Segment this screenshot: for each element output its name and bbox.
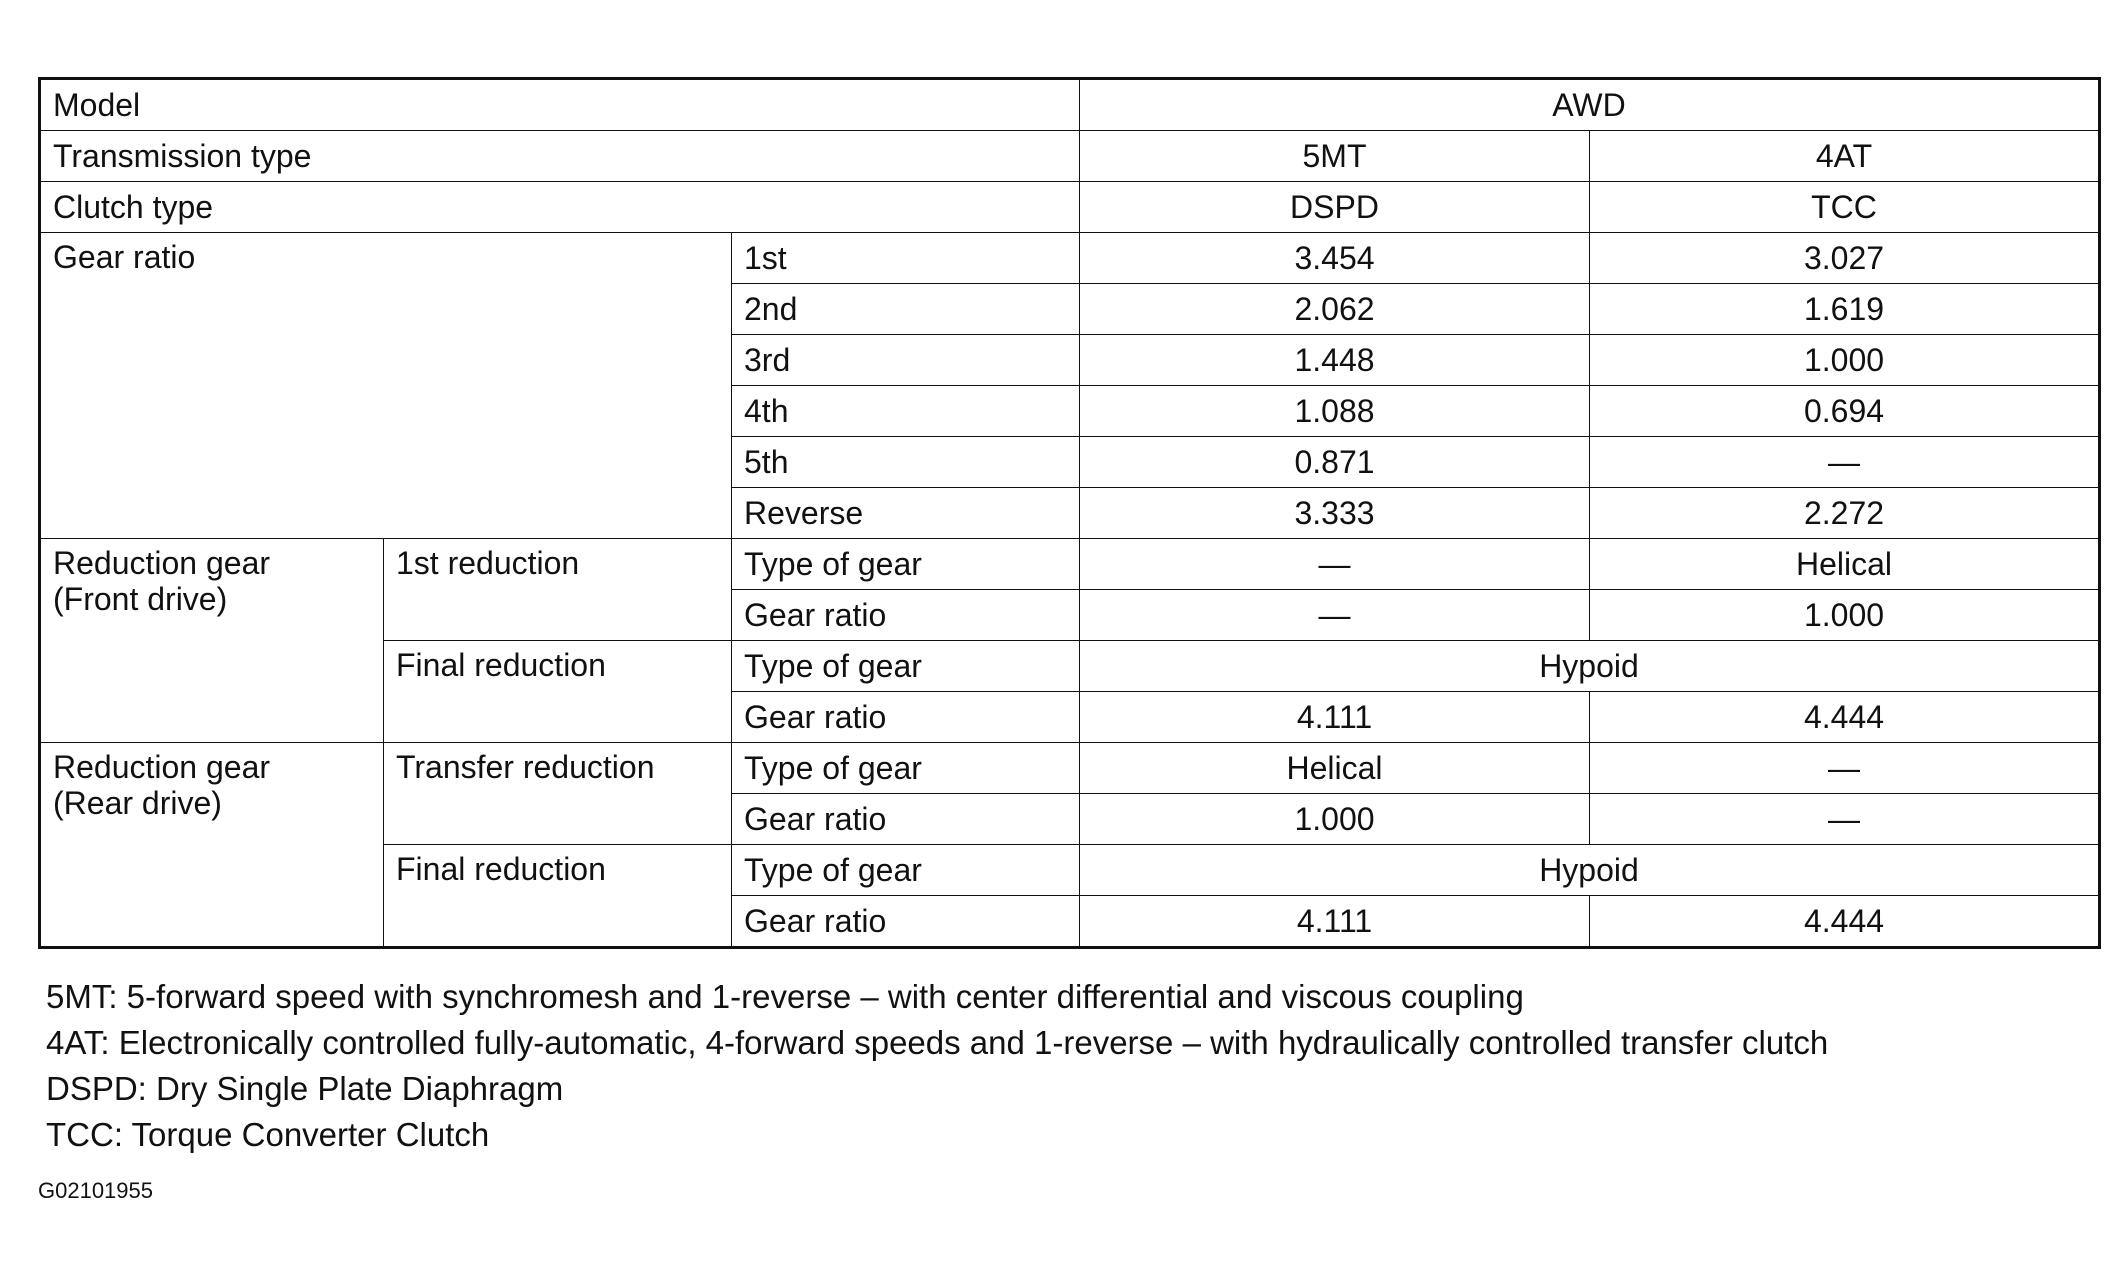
table-row-rear-transfer-type [40, 743, 2100, 794]
gear-ratio-5mt: 3.333 [1080, 488, 1590, 539]
note-4at: 4AT: Electronically controlled fully-automatic, 4-forward speeds and 1-reverse – with hydraulically controlled transfer clutch [46, 1024, 1829, 1061]
rear-final-type-label: Type of gear [732, 845, 1080, 896]
transmission-type-label: Transmission type [40, 131, 1080, 182]
gear-ratio-4at: 1.000 [1590, 335, 2100, 386]
gear-name: 3rd [732, 335, 1080, 386]
rear-label-line2: (Rear drive) [53, 785, 222, 821]
rear-final-type-value: Hypoid [1080, 845, 2100, 896]
front-final-type-label: Type of gear [732, 641, 1080, 692]
gear-ratio-5mt: 0.871 [1080, 437, 1590, 488]
rear-transfer-reduction-label: Transfer reduction [384, 743, 732, 845]
table-row-clutch-type [40, 182, 2100, 233]
model-label: Model [40, 79, 1080, 131]
rear-transfer-type-4at: — [1590, 743, 2100, 794]
front-first-reduction-label: 1st reduction [384, 539, 732, 641]
front-label-line2: (Front drive) [53, 581, 228, 617]
gear-name: 4th [732, 386, 1080, 437]
front-final-ratio-4at: 4.444 [1590, 692, 2100, 743]
table-row-transmission-type [40, 131, 2100, 182]
gear-name: 2nd [732, 284, 1080, 335]
gear-ratio-4at: 3.027 [1590, 233, 2100, 284]
clutch-5mt: DSPD [1080, 182, 1590, 233]
clutch-4at: TCC [1590, 182, 2100, 233]
specification-table [38, 77, 2101, 949]
front-final-reduction-label: Final reduction [384, 641, 732, 743]
transmission-4at: 4AT [1590, 131, 2100, 182]
transmission-5mt: 5MT [1080, 131, 1590, 182]
front-first-type-4at: Helical [1590, 539, 2100, 590]
rear-final-ratio-5mt: 4.111 [1080, 896, 1590, 948]
note-dspd: DSPD: Dry Single Plate Diaphragm [46, 1070, 564, 1107]
front-reduction-gear-label [40, 539, 384, 743]
front-first-type-5mt: — [1080, 539, 1590, 590]
rear-final-reduction-label: Final reduction [384, 845, 732, 948]
table-row-model [40, 79, 2100, 131]
gear-ratio-5mt: 3.454 [1080, 233, 1590, 284]
abbreviation-notes [46, 974, 1828, 1158]
rear-transfer-type-label: Type of gear [732, 743, 1080, 794]
figure-id: G02101955 [38, 1178, 153, 1203]
gear-name: Reverse [732, 488, 1080, 539]
front-label-line1: Reduction gear [53, 545, 271, 581]
model-value: AWD [1080, 79, 2100, 131]
front-final-ratio-label: Gear ratio [732, 692, 1080, 743]
front-final-type-value: Hypoid [1080, 641, 2100, 692]
gear-ratio-5mt: 1.448 [1080, 335, 1590, 386]
note-tcc: TCC: Torque Converter Clutch [46, 1116, 490, 1153]
rear-transfer-type-5mt: Helical [1080, 743, 1590, 794]
gear-ratio-4at: 2.272 [1590, 488, 2100, 539]
front-final-ratio-5mt: 4.111 [1080, 692, 1590, 743]
front-first-ratio-4at: 1.000 [1590, 590, 2100, 641]
rear-label-line1: Reduction gear [53, 749, 271, 785]
front-first-type-label: Type of gear [732, 539, 1080, 590]
rear-final-ratio-label: Gear ratio [732, 896, 1080, 948]
gear-ratio-4at: 0.694 [1590, 386, 2100, 437]
gear-ratio-4at: — [1590, 437, 2100, 488]
gear-ratio-5mt: 1.088 [1080, 386, 1590, 437]
table-row-gear-1st [40, 233, 2100, 284]
gear-ratio-5mt: 2.062 [1080, 284, 1590, 335]
rear-final-ratio-4at: 4.444 [1590, 896, 2100, 948]
rear-reduction-gear-label [40, 743, 384, 948]
note-5mt: 5MT: 5-forward speed with synchromesh and 1-reverse – with center differential and viscous coupling [46, 978, 1524, 1015]
clutch-type-label: Clutch type [40, 182, 1080, 233]
front-first-ratio-5mt: — [1080, 590, 1590, 641]
rear-transfer-ratio-5mt: 1.000 [1080, 794, 1590, 845]
rear-transfer-ratio-4at: — [1590, 794, 2100, 845]
table-row-front-1st-type [40, 539, 2100, 590]
gear-name: 1st [732, 233, 1080, 284]
gear-ratio-label: Gear ratio [40, 233, 732, 539]
front-first-ratio-label: Gear ratio [732, 590, 1080, 641]
gear-ratio-4at: 1.619 [1590, 284, 2100, 335]
gear-name: 5th [732, 437, 1080, 488]
rear-transfer-ratio-label: Gear ratio [732, 794, 1080, 845]
